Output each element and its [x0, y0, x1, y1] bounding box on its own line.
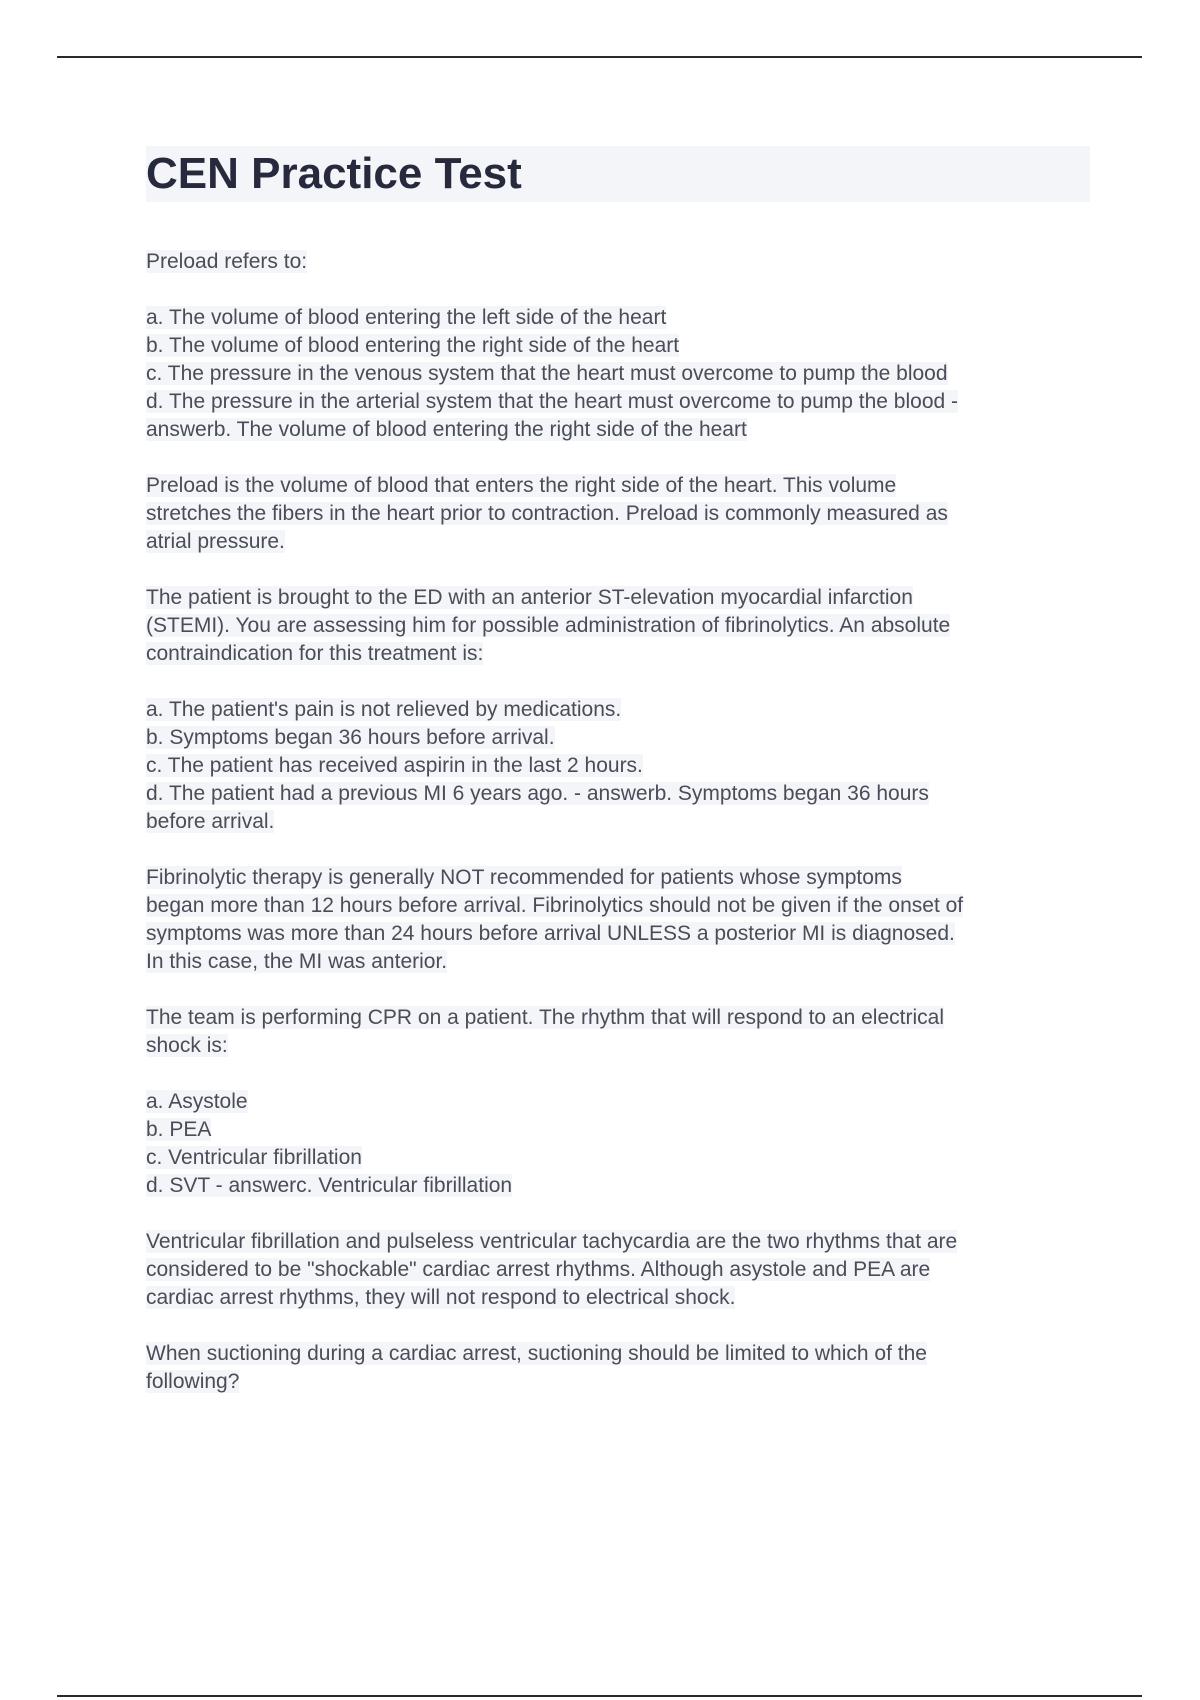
text-line	[146, 1284, 1090, 1312]
text-line-content: Fibrinolytic therapy is generally NOT recommended for patients whose symptoms	[146, 866, 902, 889]
text-line-content: c. The pressure in the venous system that the heart must overcome to pump the blood	[146, 362, 948, 385]
paragraph	[146, 696, 1090, 836]
paragraph	[146, 472, 1090, 556]
text-line-content: Preload refers to:	[146, 250, 308, 273]
document-title: CEN Practice Test	[146, 146, 1090, 202]
text-line	[146, 388, 1090, 416]
text-line-content: b. PEA	[146, 1118, 212, 1141]
text-line-content: b. Symptoms began 36 hours before arrival.	[146, 726, 555, 749]
paragraph	[146, 1340, 1090, 1396]
paragraph	[146, 1088, 1090, 1200]
text-line	[146, 360, 1090, 388]
paragraph	[146, 584, 1090, 668]
text-line	[146, 780, 1090, 808]
text-line-content: considered to be "shockable" cardiac arrest rhythms. Although asystole and PEA are	[146, 1258, 931, 1281]
document-body	[146, 146, 1090, 1424]
text-line	[146, 248, 1090, 276]
text-line	[146, 752, 1090, 780]
top-rule	[57, 56, 1142, 58]
text-line-content: d. The pressure in the arterial system that the heart must overcome to pump the blood -	[146, 390, 959, 413]
text-line	[146, 304, 1090, 332]
text-line-content: The team is performing CPR on a patient. The rhythm that will respond to an electrical	[146, 1006, 944, 1029]
text-line	[146, 1340, 1090, 1368]
paragraph	[146, 248, 1090, 276]
text-line	[146, 864, 1090, 892]
text-line	[146, 528, 1090, 556]
text-line-content: b. The volume of blood entering the right side of the heart	[146, 334, 680, 357]
paragraph-list	[146, 248, 1090, 1396]
text-line-content: a. Asystole	[146, 1090, 248, 1113]
text-line	[146, 1004, 1090, 1032]
text-line-content: a. The patient's pain is not relieved by medications.	[146, 698, 622, 721]
text-line-content: answerb. The volume of blood entering the right side of the heart	[146, 418, 747, 441]
text-line	[146, 1228, 1090, 1256]
text-line-content: a. The volume of blood entering the left side of the heart	[146, 306, 667, 329]
text-line-content: cardiac arrest rhythms, they will not respond to electrical shock.	[146, 1286, 736, 1309]
text-line	[146, 332, 1090, 360]
paragraph	[146, 1228, 1090, 1312]
text-line	[146, 1256, 1090, 1284]
text-line-content: When suctioning during a cardiac arrest, suctioning should be limited to which of the	[146, 1342, 927, 1365]
text-line-content: The patient is brought to the ED with an anterior ST-elevation myocardial infarction	[146, 586, 913, 609]
text-line-content: began more than 12 hours before arrival. Fibrinolytics should not be given if the onset of	[146, 894, 964, 917]
text-line	[146, 1368, 1090, 1396]
text-line-content: atrial pressure.	[146, 530, 285, 553]
text-line-content: (STEMI). You are assessing him for possible administration of fibrinolytics. An absolute	[146, 614, 951, 637]
text-line	[146, 472, 1090, 500]
text-line-content: d. SVT - answerc. Ventricular fibrillation	[146, 1174, 513, 1197]
text-line	[146, 500, 1090, 528]
text-line	[146, 1116, 1090, 1144]
text-line	[146, 612, 1090, 640]
text-line	[146, 696, 1090, 724]
text-line	[146, 724, 1090, 752]
text-line	[146, 1088, 1090, 1116]
bottom-rule	[57, 1695, 1142, 1697]
paragraph	[146, 304, 1090, 444]
text-line-content: stretches the fibers in the heart prior to contraction. Preload is commonly measured as	[146, 502, 948, 525]
text-line-content: c. Ventricular fibrillation	[146, 1146, 362, 1169]
text-line	[146, 1172, 1090, 1200]
text-line-content: contraindication for this treatment is:	[146, 642, 484, 665]
text-line-content: d. The patient had a previous MI 6 years ago. - answerb. Symptoms began 36 hours	[146, 782, 929, 805]
text-line	[146, 640, 1090, 668]
text-line	[146, 1144, 1090, 1172]
text-line-content: symptoms was more than 24 hours before arrival UNLESS a posterior MI is diagnosed.	[146, 922, 955, 945]
text-line	[146, 920, 1090, 948]
text-line	[146, 948, 1090, 976]
paragraph	[146, 1004, 1090, 1060]
text-line-content: In this case, the MI was anterior.	[146, 950, 448, 973]
text-line	[146, 1032, 1090, 1060]
text-line-content: Preload is the volume of blood that enters the right side of the heart. This volume	[146, 474, 897, 497]
text-line	[146, 416, 1090, 444]
text-line-content: Ventricular fibrillation and pulseless ventricular tachycardia are the two rhythms that are	[146, 1230, 958, 1253]
text-line	[146, 892, 1090, 920]
text-line	[146, 584, 1090, 612]
text-line	[146, 808, 1090, 836]
paragraph	[146, 864, 1090, 976]
text-line-content: following?	[146, 1370, 240, 1393]
text-line-content: shock is:	[146, 1034, 228, 1057]
text-line-content: before arrival.	[146, 810, 275, 833]
text-line-content: c. The patient has received aspirin in the last 2 hours.	[146, 754, 643, 777]
